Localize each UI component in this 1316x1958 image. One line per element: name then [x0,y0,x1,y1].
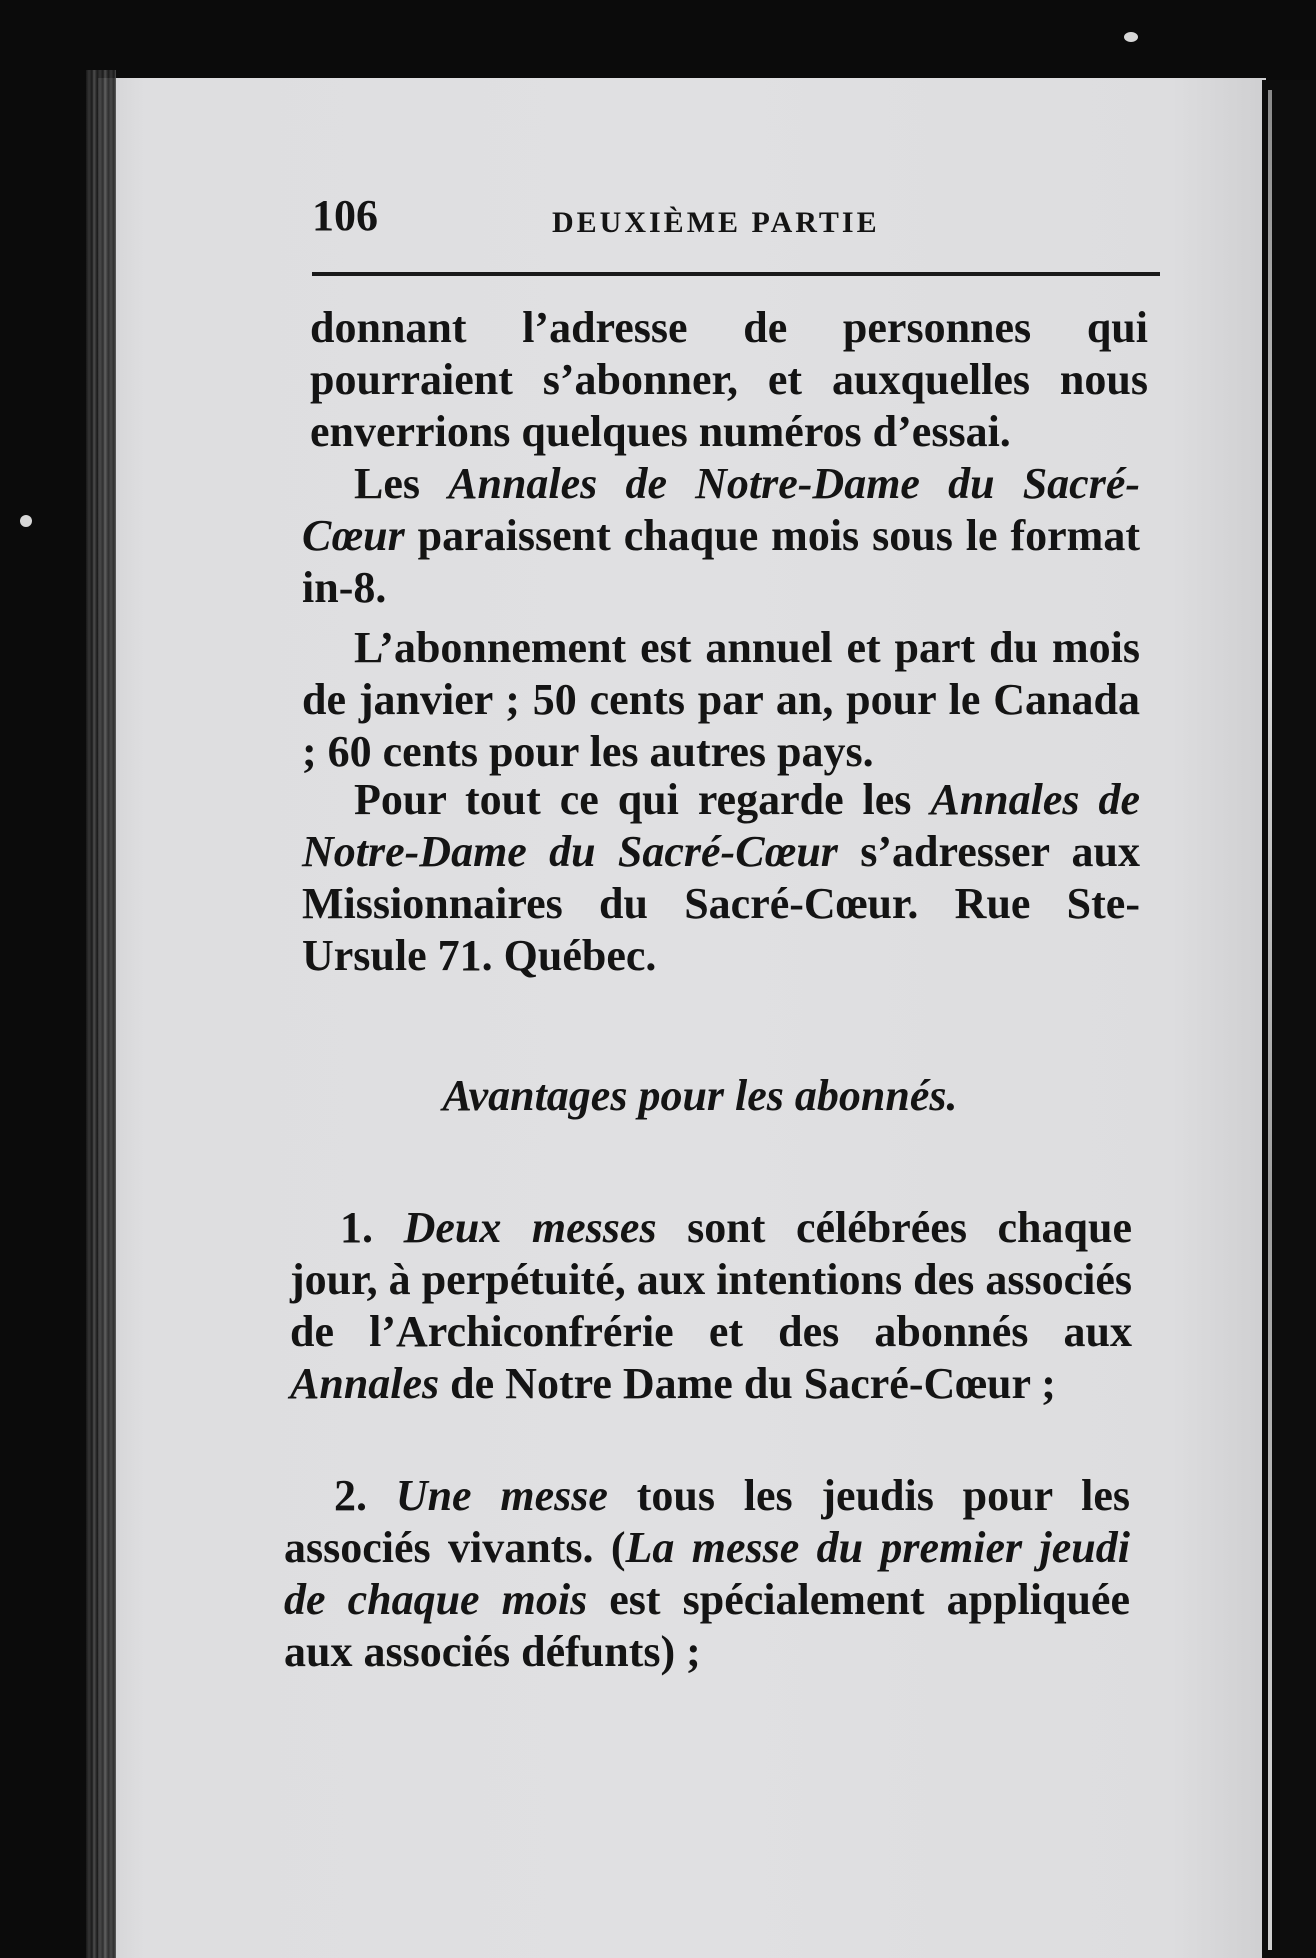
item-number: 2. [334,1471,396,1520]
item-number: 1. [340,1203,404,1252]
text-run: s’adresser aux Missionnaires du Sacré-Cœur. Rue Ste-Ursule 71. Québec. [302,827,1140,980]
italic-phrase: Une messe [395,1471,608,1520]
paragraph-contact [302,774,1140,982]
text-run: est spécialement appliquée aux associés défunts) ; [284,1575,1130,1676]
page-number: 106 [312,191,378,240]
header-rule [312,272,1160,276]
italic-phrase: Deux messes [403,1203,657,1252]
list-item-2 [284,1470,1130,1678]
italic-phrase: Annales [290,1359,440,1408]
text-run: Les [354,459,449,508]
text-run: Pour tout ce qui regarde les [354,775,931,824]
paragraph-subscription: L’abonnement est annuel et part du mois de janvier ; 50 cents par an, pour le Canada ; 60 cents pour les autres pays. [302,623,1140,776]
section-title: DEUXIÈME PARTIE [552,206,880,239]
paragraph-continuation: donnant l’adresse de personnes qui pourraient s’abonner, et auxquelles nous enverrions quelques numéros d’essai. [310,303,1148,456]
text-run: de Notre Dame du Sacré-Cœur ; [439,1359,1056,1408]
text-run: tous les jeudis pour les associés vivants. ( [284,1471,1131,1572]
paragraph-annales-format [302,458,1140,614]
italic-title: Annales de Notre-Dame du Sacré-Cœur [302,775,1140,876]
text-run: sont célébrées chaque jour, à perpétuité, aux intentions des associés de l’Archiconfrérie et des abonnés aux [290,1203,1132,1356]
running-head [312,190,1152,250]
italic-phrase: La messe du premier jeudi de chaque mois [284,1523,1130,1624]
italic-title: Annales de Notre-Dame du Sacré-Cœur [302,459,1140,560]
subheading-avantages: Avantages pour les abonnés. [442,1071,958,1120]
list-item-1 [290,1202,1132,1410]
text-run: paraissent chaque mois sous le format in-8. [302,511,1140,612]
